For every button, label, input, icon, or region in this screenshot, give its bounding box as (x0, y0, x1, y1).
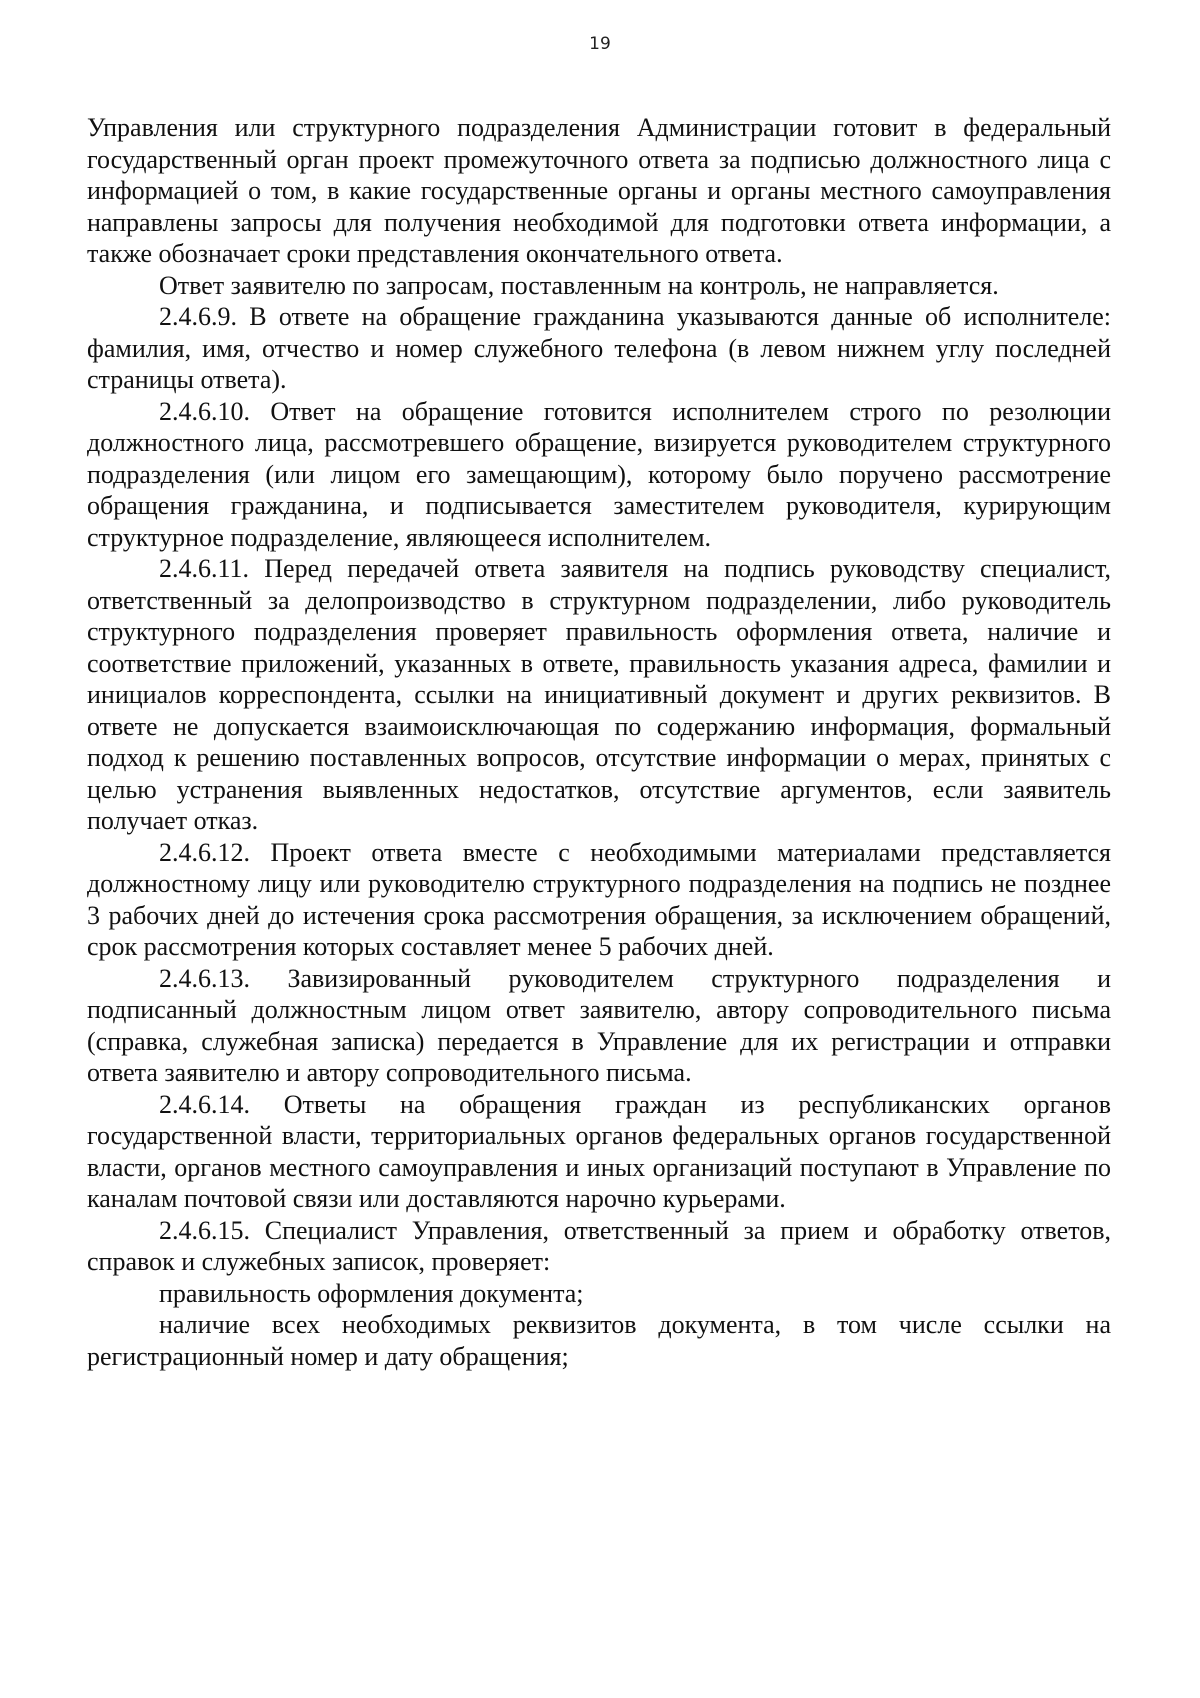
paragraph-no-control-reply: Ответ заявителю по запросам, поставленным на контроль, не направляется. (159, 270, 999, 300)
paragraph-continuation: Управления или структурного подразделения Администрации готовит в федеральный государственный орган проект промежуточного ответа за подписью должностного лица с информацией о том, в какие государственные органы и органы местного самоуправления направлены запросы для получения необходимой для подготовки ответа информации, а также обозначает сроки представления окончательного ответа. (87, 113, 1111, 268)
paragraph-2-4-6-15: 2.4.6.15. Специалист Управления, ответственный за прием и обработку ответов, справок и служебных записок, проверяет: (87, 1215, 1111, 1276)
paragraph-2-4-6-14: 2.4.6.14. Ответы на обращения граждан из республиканских органов государственной власти, территориальных органов федеральных органов государственной власти, органов местного самоуправления и иных организаций поступают в Управление по каналам почтовой связи или доставляются нарочно курьерами. (87, 1089, 1111, 1213)
list-item-document-format: правильность оформления документа; (159, 1278, 584, 1308)
page-number: 19 (589, 34, 611, 54)
paragraph-2-4-6-10: 2.4.6.10. Ответ на обращение готовится исполнителем строго по резолюции должностного лица, рассмотревшего обращение, визируется руководителем структурного подразделения (или лицом его замещающим), которому было поручено рассмотрение обращения гражданина, и подписывается заместителем руководителя, курирующим структурное подразделение, являющееся исполнителем. (87, 396, 1111, 552)
paragraph-2-4-6-13: 2.4.6.13. Завизированный руководителем структурного подразделения и подписанный должностным лицом ответ заявителю, автору сопроводительного письма (справка, служебная записка) передается в Управление для их регистрации и отправки ответа заявителю и автору сопроводительного письма. (87, 963, 1111, 1087)
paragraph-2-4-6-12: 2.4.6.12. Проект ответа вместе с необходимыми материалами представляется должностному лицу или руководителю структурного подразделения на подпись не позднее 3 рабочих дней до истечения срока рассмотрения обращения, за исключением обращений, срок рассмотрения которых составляет менее 5 рабочих дней. (87, 837, 1111, 961)
list-item-document-requisites: наличие всех необходимых реквизитов документа, в том числе ссылки на регистрационный номер и дату обращения; (87, 1310, 1111, 1371)
document-body (87, 112, 1111, 1372)
paragraph-2-4-6-9: 2.4.6.9. В ответе на обращение гражданина указываются данные об исполнителе: фамилия, имя, отчество и номер служебного телефона (в левом нижнем углу последней страницы ответа). (87, 302, 1111, 394)
paragraph-2-4-6-11: 2.4.6.11. Перед передачей ответа заявителя на подпись руководству специалист, ответственный за делопроизводство в структурном подразделении, либо руководитель структурного подразделения проверяет правильность оформления ответа, наличие и соответствие приложений, указанных в ответе, правильность указания адреса, фамилии и инициалов корреспондента, ссылки на инициативный документ и других реквизитов. В ответе не допускается взаимоисключающая по содержанию информация, формальный подход к решению поставленных вопросов, отсутствие информации о мерах, принятых с целью устранения выявленных недостатков, отсутствие аргументов, если заявитель получает отказ. (87, 554, 1111, 835)
